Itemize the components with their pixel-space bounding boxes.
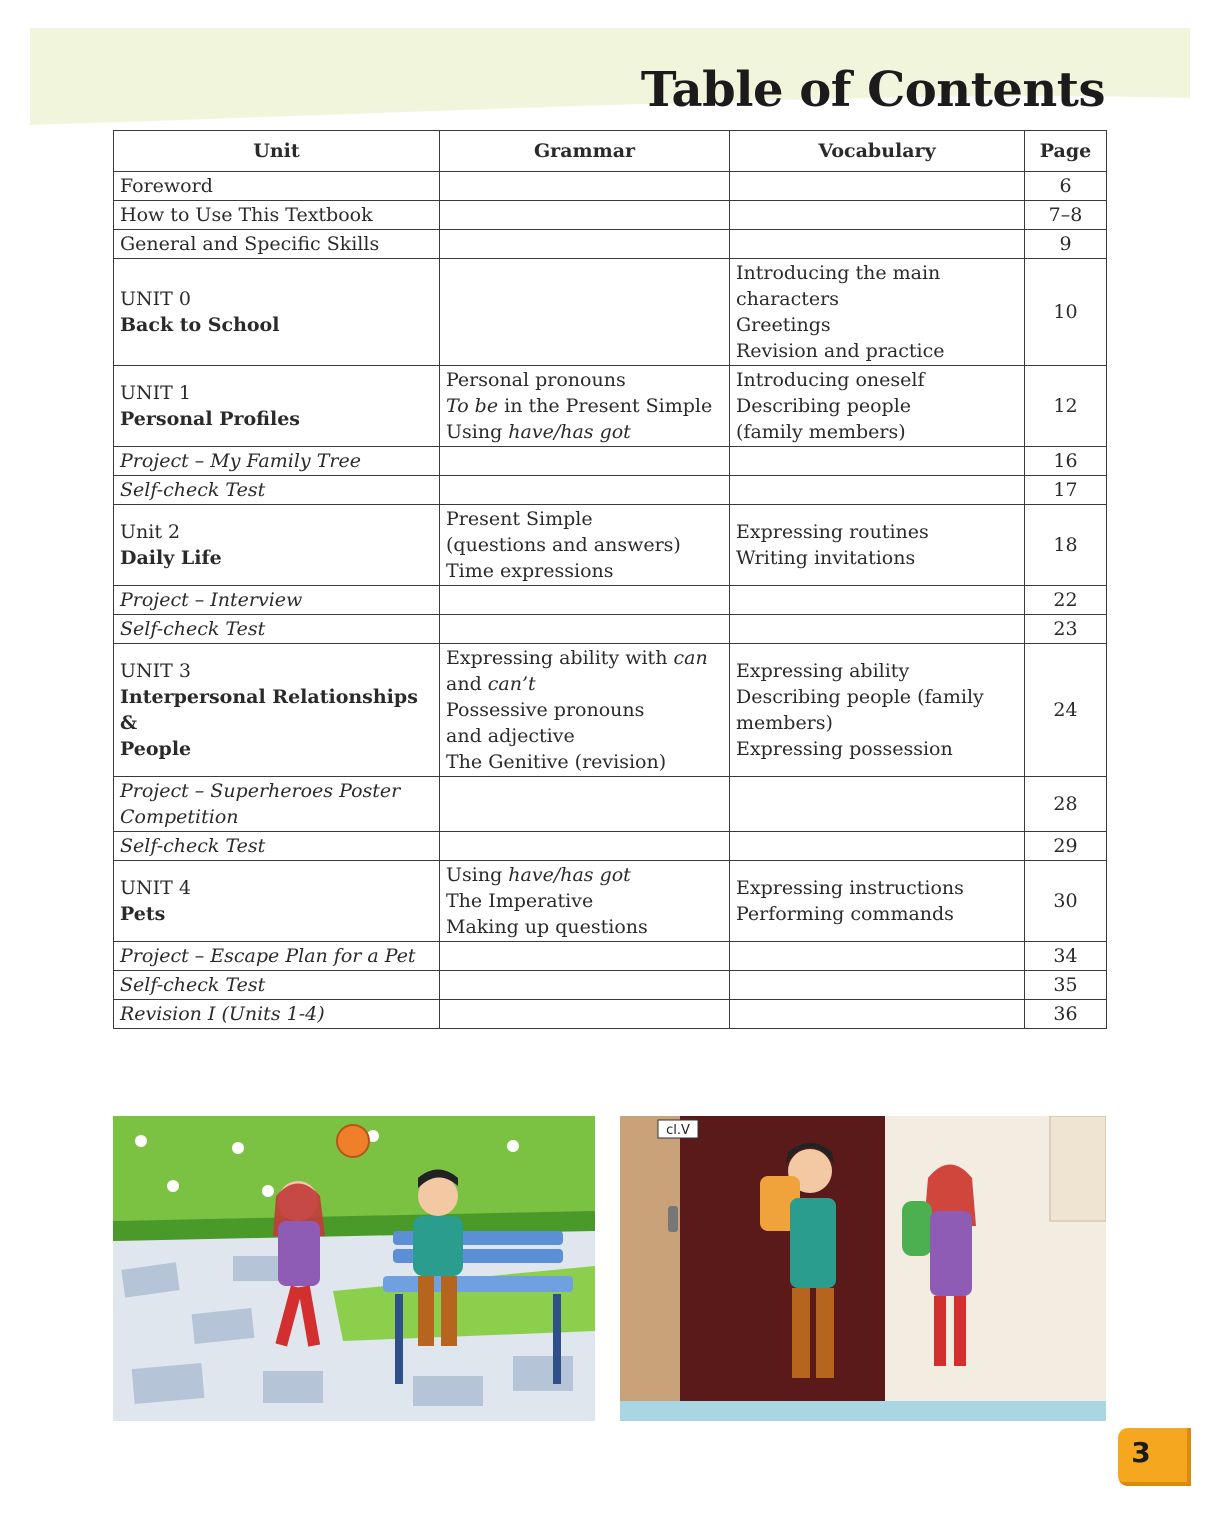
vocabulary-cell bbox=[730, 586, 1025, 615]
unit-line: Back to School bbox=[120, 314, 280, 336]
vocabulary-line: Greetings bbox=[736, 314, 831, 336]
unit-line: Foreword bbox=[120, 175, 213, 197]
unit-line: Competition bbox=[120, 806, 239, 828]
page-cell: 23 bbox=[1025, 615, 1107, 644]
table-row bbox=[114, 505, 1107, 586]
page-cell: 29 bbox=[1025, 832, 1107, 861]
table-row bbox=[114, 366, 1107, 447]
table-row bbox=[114, 942, 1107, 971]
grammar-cell bbox=[440, 476, 730, 505]
grammar-line: Using have/has got bbox=[446, 421, 631, 443]
unit-cell bbox=[114, 201, 440, 230]
unit-cell bbox=[114, 366, 440, 447]
unit-cell bbox=[114, 644, 440, 777]
unit-line: UNIT 3 bbox=[120, 660, 191, 682]
table-row bbox=[114, 971, 1107, 1000]
vocabulary-line: (family members) bbox=[736, 421, 906, 443]
page-cell: 7–8 bbox=[1025, 201, 1107, 230]
unit-line: Pets bbox=[120, 903, 166, 925]
grammar-line: Possessive pronouns bbox=[446, 699, 645, 721]
grammar-cell bbox=[440, 971, 730, 1000]
grammar-line: The Genitive (revision) bbox=[446, 751, 667, 773]
unit-line: General and Specific Skills bbox=[120, 233, 380, 255]
vocabulary-line: Expressing ability bbox=[736, 660, 910, 682]
unit-line: Project – Escape Plan for a Pet bbox=[120, 945, 416, 967]
unit-line: UNIT 4 bbox=[120, 877, 191, 899]
page-cell: 16 bbox=[1025, 447, 1107, 476]
door-sign: cl.V bbox=[666, 1123, 690, 1138]
unit-cell bbox=[114, 230, 440, 259]
grammar-line: Using have/has got bbox=[446, 864, 631, 886]
table-row bbox=[114, 172, 1107, 201]
vocabulary-line: Expressing routines bbox=[736, 521, 929, 543]
unit-line: Self-check Test bbox=[120, 479, 266, 501]
grammar-cell bbox=[440, 586, 730, 615]
grammar-cell bbox=[440, 505, 730, 586]
table-row bbox=[114, 1000, 1107, 1029]
grammar-line: Making up questions bbox=[446, 916, 648, 938]
vocabulary-cell bbox=[730, 777, 1025, 832]
grammar-cell bbox=[440, 1000, 730, 1029]
unit-line: People bbox=[120, 738, 192, 760]
unit-cell bbox=[114, 447, 440, 476]
page-cell: 24 bbox=[1025, 644, 1107, 777]
vocabulary-cell bbox=[730, 644, 1025, 777]
page-number-tab bbox=[1118, 1428, 1191, 1486]
vocabulary-cell bbox=[730, 201, 1025, 230]
grammar-cell bbox=[440, 447, 730, 476]
unit-line: Self-check Test bbox=[120, 835, 266, 857]
grammar-line: Expressing ability with can bbox=[446, 647, 708, 669]
vocabulary-line: Revision and practice bbox=[736, 340, 945, 362]
header-grammar: Grammar bbox=[440, 131, 730, 172]
table-row bbox=[114, 644, 1107, 777]
grammar-line: To be in the Present Simple bbox=[446, 395, 713, 417]
grammar-line: Present Simple bbox=[446, 508, 593, 530]
vocabulary-cell bbox=[730, 230, 1025, 259]
grammar-line: The Imperative bbox=[446, 890, 594, 912]
unit-cell bbox=[114, 777, 440, 832]
grammar-cell bbox=[440, 615, 730, 644]
vocabulary-cell bbox=[730, 505, 1025, 586]
table-row bbox=[114, 230, 1107, 259]
grammar-cell bbox=[440, 861, 730, 942]
unit-line: Revision I (Units 1-4) bbox=[120, 1003, 325, 1025]
unit-cell bbox=[114, 505, 440, 586]
vocabulary-line: Expressing possession bbox=[736, 738, 953, 760]
unit-line: Personal Profiles bbox=[120, 408, 300, 430]
unit-line: How to Use This Textbook bbox=[120, 204, 373, 226]
unit-cell bbox=[114, 861, 440, 942]
vocabulary-line: Introducing oneself bbox=[736, 369, 925, 391]
grammar-line: Time expressions bbox=[446, 560, 614, 582]
unit-line: Unit 2 bbox=[120, 521, 181, 543]
table-row bbox=[114, 777, 1107, 832]
page-cell: 34 bbox=[1025, 942, 1107, 971]
vocabulary-line: Describing people bbox=[736, 395, 912, 417]
vocabulary-cell bbox=[730, 366, 1025, 447]
illustration-park bbox=[113, 1116, 595, 1421]
grammar-cell bbox=[440, 230, 730, 259]
table-row bbox=[114, 447, 1107, 476]
unit-cell bbox=[114, 971, 440, 1000]
grammar-cell bbox=[440, 644, 730, 777]
unit-cell bbox=[114, 476, 440, 505]
unit-line: Self-check Test bbox=[120, 974, 266, 996]
vocabulary-line: Expressing instructions bbox=[736, 877, 964, 899]
vocabulary-cell bbox=[730, 861, 1025, 942]
vocabulary-line: Writing invitations bbox=[736, 547, 916, 569]
contents-body bbox=[114, 172, 1107, 1029]
unit-line: Self-check Test bbox=[120, 618, 266, 640]
header-vocabulary: Vocabulary bbox=[730, 131, 1025, 172]
vocabulary-cell bbox=[730, 615, 1025, 644]
unit-line: Interpersonal Relationships & bbox=[120, 686, 418, 734]
grammar-cell bbox=[440, 201, 730, 230]
table-row bbox=[114, 832, 1107, 861]
grammar-line: Personal pronouns bbox=[446, 369, 626, 391]
vocabulary-cell bbox=[730, 942, 1025, 971]
page-cell: 18 bbox=[1025, 505, 1107, 586]
grammar-line: and can’t bbox=[446, 673, 536, 695]
grammar-cell bbox=[440, 172, 730, 201]
vocabulary-cell bbox=[730, 1000, 1025, 1029]
grammar-cell bbox=[440, 832, 730, 861]
page-title: Table of Contents bbox=[640, 62, 1105, 118]
grammar-cell bbox=[440, 777, 730, 832]
vocabulary-cell bbox=[730, 447, 1025, 476]
vocabulary-line: Introducing the main bbox=[736, 262, 941, 284]
grammar-cell bbox=[440, 366, 730, 447]
unit-cell bbox=[114, 942, 440, 971]
vocabulary-line: Describing people (family bbox=[736, 686, 984, 708]
page-number: 3 bbox=[1131, 1436, 1151, 1469]
unit-cell bbox=[114, 586, 440, 615]
vocabulary-line: Performing commands bbox=[736, 903, 954, 925]
illustration-classroom-door bbox=[620, 1116, 1106, 1421]
unit-cell bbox=[114, 259, 440, 366]
unit-cell bbox=[114, 832, 440, 861]
unit-cell bbox=[114, 1000, 440, 1029]
unit-line: Project – Superheroes Poster bbox=[120, 780, 401, 802]
contents-table bbox=[113, 130, 1107, 1029]
unit-cell bbox=[114, 172, 440, 201]
page-cell: 10 bbox=[1025, 259, 1107, 366]
table-row bbox=[114, 259, 1107, 366]
vocabulary-cell bbox=[730, 971, 1025, 1000]
page-cell: 17 bbox=[1025, 476, 1107, 505]
page-cell: 35 bbox=[1025, 971, 1107, 1000]
unit-line: Project – Interview bbox=[120, 589, 303, 611]
unit-cell bbox=[114, 615, 440, 644]
page-cell: 9 bbox=[1025, 230, 1107, 259]
grammar-cell bbox=[440, 259, 730, 366]
vocabulary-cell bbox=[730, 259, 1025, 366]
header-page: Page bbox=[1025, 131, 1107, 172]
vocabulary-line: characters bbox=[736, 288, 839, 310]
vocabulary-cell bbox=[730, 476, 1025, 505]
header-unit: Unit bbox=[114, 131, 440, 172]
page-cell: 22 bbox=[1025, 586, 1107, 615]
vocabulary-line: members) bbox=[736, 712, 833, 734]
unit-line: Project – My Family Tree bbox=[120, 450, 361, 472]
grammar-line: (questions and answers) bbox=[446, 534, 681, 556]
unit-line: Daily Life bbox=[120, 547, 222, 569]
unit-line: UNIT 1 bbox=[120, 382, 191, 404]
vocabulary-cell bbox=[730, 172, 1025, 201]
page-cell: 36 bbox=[1025, 1000, 1107, 1029]
table-row bbox=[114, 861, 1107, 942]
grammar-cell bbox=[440, 942, 730, 971]
table-row bbox=[114, 615, 1107, 644]
page-cell: 30 bbox=[1025, 861, 1107, 942]
page-cell: 6 bbox=[1025, 172, 1107, 201]
grammar-line: and adjective bbox=[446, 725, 575, 747]
table-row bbox=[114, 201, 1107, 230]
unit-line: UNIT 0 bbox=[120, 288, 191, 310]
table-row bbox=[114, 476, 1107, 505]
page-cell: 12 bbox=[1025, 366, 1107, 447]
header-row bbox=[114, 131, 1107, 172]
page-cell: 28 bbox=[1025, 777, 1107, 832]
table-row bbox=[114, 586, 1107, 615]
vocabulary-cell bbox=[730, 832, 1025, 861]
